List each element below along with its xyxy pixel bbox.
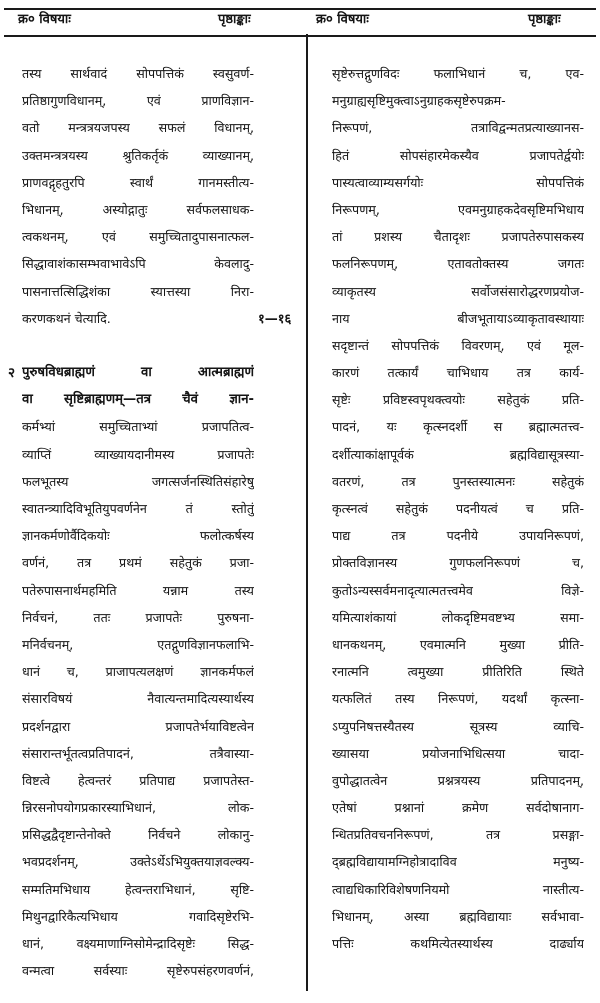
text-line: कर्मभ्यां समुच्चिताभ्यां प्रजापतित्व- (22, 419, 254, 435)
text-line: न्धितप्रतिवचननिरूपणं, तत्र प्रसङ्गा- (332, 827, 584, 843)
text-line: पाद्य तत्र पदनीये उपायनिरूपणं, (332, 528, 584, 544)
text-line: करणकथनं चेत्यादि. (22, 310, 111, 326)
left-page-numbers-heading: पृष्ठाङ्काः (218, 12, 251, 27)
text-line: उक्तमन्त्रत्रयस्य श्रुतिकर्तृकं व्याख्यानम्, (22, 147, 254, 163)
text-line: कुतोऽन्यस्सर्वमनादृत्यात्मतत्त्वमेव विज्ञे- (332, 582, 584, 598)
text-line: फलभूतस्य जगत्सर्जनस्थितिसंहारेषु (22, 473, 254, 489)
text-line: ख्यासया प्रयोजनाभिधित्सया चादा- (332, 745, 584, 761)
text-line: धानं च, प्राजापत्यलक्षणं ज्ञानकर्मफलं (22, 664, 254, 680)
text-line: नाय बीजभूतायाऽव्याकृतावस्थायाः (332, 310, 584, 326)
text-line: तां प्रशस्य चैतादृशः प्रजापतेरुपासकस्य (332, 229, 584, 245)
text-line: ऽप्युपनिषत्तस्यैतस्य सूत्रस्य व्याचि- (332, 718, 584, 734)
text-line: वतरणं, तत्र पुनस्तस्यात्मनः सहेतुकं (332, 473, 584, 489)
header-top-rule (4, 8, 596, 10)
text-line: भवप्रदर्शनम्, उक्तेऽर्थेऽभियुक्तयाज्ञवल्क्य- (22, 854, 254, 870)
text-line: कारणं तत्कार्यं चाभिधाय तत्र कार्य- (332, 365, 584, 381)
text-line: निरूपणं, तत्राविद्वन्मतप्रत्याख्यानस- (332, 120, 584, 136)
text-line: सम्मतिमभिधाय हेत्वन्तराभिधानं, सृष्टि- (22, 881, 254, 897)
text-line: निरूपणम्, एवमनुग्राहकदेवसृष्टिमभिधाय (332, 201, 584, 217)
entry-2-number: २ (8, 365, 16, 381)
text-line: एतेषां प्रश्नानां क्रमेण सर्वदोषानाग- (332, 800, 584, 816)
text-line: प्राणवद्गृहतुरपि स्वार्थं गानमस्तीत्य- (22, 174, 254, 190)
text-line: प्रसिद्धद्वैदृष्टान्तेनोक्ते निर्वचने लोकानु- (22, 827, 254, 843)
text-line: हितं सोपसंहारमेकस्यैव प्रजापतेर्द्वयोः (332, 147, 584, 163)
text-line: यत्फलितं तस्य निरूपणं, यदर्थां कृत्स्ना- (332, 691, 584, 707)
left-column (22, 60, 254, 984)
left-serial-subject-heading: क्र० विषयाः (18, 12, 71, 27)
text-line: मिथुनद्वारिकैत्यभिधाय गवादिसृष्टेरभि- (22, 908, 254, 924)
text-line: भिधानम्, अस्योद्गातुः सर्वफलसाधक- (22, 201, 254, 217)
text-line: विष्टत्वे हेत्वन्तरं प्रतिपाद्य प्रजापतेस्त- (22, 772, 254, 788)
text-line: व्याप्तिं व्याख्यायदानीमस्य प्रजापतेः (22, 446, 254, 462)
text-line: द्ब्रह्मविद्यायामग्निहोत्रादाविव मनुष्य- (332, 854, 584, 870)
text-line: पादनं, यः कृत्स्नदर्शी स ब्रह्मात्मतत्त्व- (332, 419, 584, 435)
text-line: रनात्मनि त्वमुख्या प्रीतिरिति स्थिते (332, 664, 584, 680)
text-line: दर्शीत्याकांक्षापूर्वकं ब्रह्मविद्यासूत्रस्या- (332, 446, 584, 462)
text-line: धानकथनम्, एवमात्मनि मुख्या प्रीति- (332, 636, 584, 652)
text-line: ज्ञानकर्मणोर्वैदिकयोः फलोत्कर्षस्य (22, 528, 254, 544)
text-line: प्रतिष्ठागुणविधानम्, एवं प्राणविज्ञान- (22, 93, 254, 109)
left-column-header (0, 0, 300, 40)
right-column (332, 60, 584, 957)
text-line: फलनिरूपणम्, एतावतोक्तस्य जगतः (332, 256, 584, 272)
text-line: यमित्याशंकायां लोकदृष्टिमवष्टभ्य समा- (332, 609, 584, 625)
text-line: कृत्स्नत्वं सहेतुकं पदनीयत्वं च प्रति- (332, 501, 584, 516)
right-page-numbers-heading: पृष्ठाङ्काः (528, 12, 561, 27)
text-line: मनुग्राह्यसृष्टिमुक्त्वाऽनुग्राहकसृष्टेरुपक्रम- (332, 93, 506, 109)
text-line: धानं, वक्ष्यमाणाग्निसोमेन्द्रादिसृष्टेः सिद्ध- (22, 936, 254, 951)
blank-line (22, 332, 254, 359)
text-line: पत्तिः कथमित्येतस्यार्थस्य दार्ढ्याय (332, 936, 584, 951)
text-line: पासनात्तत्सिद्धिशंका स्यात्तस्या निरा- (22, 283, 254, 299)
entry-title-line: वा सृष्टिब्राह्मणम्—तत्र चैवं ज्ञान- (22, 392, 254, 408)
text-line: सिद्धावाशंकासम्भवाभावेऽपि केवलादु- (22, 256, 254, 272)
entry-title-line: पुरुषविधब्राह्मणं वा आत्मब्राह्मणं (22, 365, 254, 381)
right-column-header (300, 0, 600, 40)
text-line: निर्वचनं, ततः प्रजापतेः पुरुषना- (22, 609, 254, 625)
text-line: त्वाद्यधिकारिविशेषणनियमो नास्तीत्य- (332, 881, 584, 897)
text-line: पतेरुपासनार्थमहमिति यन्नाम तस्य (22, 582, 254, 598)
text-line: भिधानम्, अस्या ब्रह्मविद्यायाः सर्वभावा- (332, 908, 584, 924)
text-line: सृष्टेः प्रविष्टस्वपृथक्त्वयोः सहेतुकं प्रति- (332, 392, 584, 408)
text-line: प्रोक्तविज्ञानस्य गुणफलनिरूपणं च, (332, 555, 584, 571)
text-line: पास्यत्वाव्याम्यसर्गयोः सोपपत्तिकं (332, 174, 584, 190)
text-line: व्याकृतस्य सर्वोजसंसारोद्धरणप्रयोज- (332, 283, 584, 299)
text-line: स्वातन्त्र्यादिविभूतियुपवर्णनेन तं स्तोतुं (22, 501, 254, 516)
column-divider-rule (306, 34, 308, 991)
text-line: सदृष्टान्तं सोपपत्तिकं विवरणम्, एवं मूल- (332, 337, 584, 353)
text-line: न्निरसनोपयोगप्रकारस्याभिधानं, लोक- (22, 800, 254, 816)
text-line: मनिर्वचनम्, एतद्गुणविज्ञानफलाभि- (22, 636, 254, 652)
header-bottom-rule (4, 35, 596, 37)
text-line: प्रदर्शनद्वारा प्रजापतेर्भयाविष्टत्वेन (22, 718, 254, 734)
text-line: सृष्टेरुत्तद्गुणविदः फलाभिधानं च, एव- (332, 66, 584, 81)
text-line: संसारान्तर्भूतत्वप्रतिपादनं, तत्रैवास्या- (22, 745, 254, 761)
text-line: वर्णनं, तत्र प्रथमं सहेतुकं प्रजा- (22, 555, 254, 571)
text-line: वतो मन्त्रत्रयजपस्य सफलं विधानम्, (22, 120, 254, 136)
entry-1-page-range: १—१६ (258, 312, 292, 327)
text-line: त्वकथनम्, एवं समुच्चितादुपासनात्फल- (22, 229, 254, 245)
right-serial-subject-heading: क्र० विषयाः (316, 12, 369, 27)
text-line: वुपोद्धातत्वेन प्रश्नत्रयस्य प्रतिपादनम्, (332, 772, 584, 788)
text-line: संसारविषयं नैवात्यन्तमादित्यस्यार्थस्य (22, 691, 254, 707)
text-line: वन्मत्वा सर्वस्याः सृष्टेरुपसंहरणवर्णनं, (22, 963, 254, 979)
text-line: तस्य सार्थवादं सोपपत्तिकं स्वसुवर्ण- (22, 66, 254, 81)
